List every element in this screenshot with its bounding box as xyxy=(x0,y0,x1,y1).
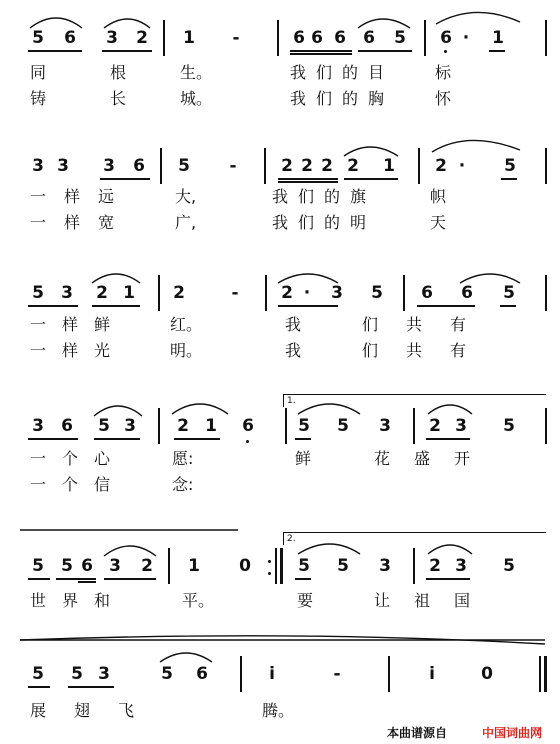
lyric-line: 一个心 xyxy=(30,449,127,468)
note: 2 xyxy=(141,556,153,576)
lyric-line: 念: xyxy=(172,475,194,494)
note: 3 xyxy=(379,556,391,576)
slur xyxy=(94,406,142,416)
slur xyxy=(428,405,472,414)
lyric-line: 愿: xyxy=(172,449,194,468)
note: 2 xyxy=(281,283,293,303)
note: 3 xyxy=(61,283,73,303)
note: 1 xyxy=(123,283,135,303)
note: 5 xyxy=(98,416,110,436)
note: 5 xyxy=(32,283,44,303)
lyric-line: 平。 xyxy=(182,591,215,610)
note: 6 xyxy=(293,28,305,48)
note: 6 xyxy=(363,28,375,48)
note: 5 xyxy=(32,28,44,48)
note: 3 xyxy=(109,556,121,576)
slur xyxy=(172,404,228,414)
note: 1 xyxy=(383,156,395,176)
lyric-line: 标 xyxy=(435,63,452,82)
slur xyxy=(278,274,338,283)
note: 2 xyxy=(177,416,189,436)
lyric-line: 我们的目 xyxy=(290,63,395,82)
note: 2 xyxy=(301,156,313,176)
lyric-line: 城。 xyxy=(180,89,213,108)
note: 1 xyxy=(492,28,504,48)
slur xyxy=(460,274,520,283)
lyric-line: 帜 xyxy=(430,187,447,206)
note: 6 xyxy=(334,28,346,48)
note: 5 xyxy=(337,556,349,576)
lyric-line: 们共有 xyxy=(362,315,495,334)
note: 2 xyxy=(429,556,441,576)
lyric-line: 让祖国 xyxy=(374,591,495,610)
slur xyxy=(432,140,520,152)
note: 6 xyxy=(133,156,145,176)
source-label: 本曲谱源自 xyxy=(387,726,448,740)
lyric-line: 广, xyxy=(175,213,197,232)
note: 2 xyxy=(173,283,185,303)
note: 3 xyxy=(98,664,110,684)
lyric-line: 铸 xyxy=(30,89,47,108)
lyric-line: 展翅飞 xyxy=(30,701,163,720)
note: 6 xyxy=(311,28,323,48)
note: 6 xyxy=(242,416,254,436)
note: 1 xyxy=(188,556,200,576)
lyric-line: 天 xyxy=(430,213,447,232)
note: 6 xyxy=(461,283,473,303)
note: · xyxy=(462,28,470,48)
note: 5 xyxy=(394,28,406,48)
lyric-line: 我们的旗 xyxy=(272,187,377,206)
note: · xyxy=(303,283,311,303)
note: i xyxy=(269,664,275,684)
note: 3 xyxy=(379,416,391,436)
lyric-line: 我们的明 xyxy=(272,213,377,232)
note: 5 xyxy=(32,556,44,576)
note: 5 xyxy=(503,416,515,436)
note: 3 xyxy=(124,416,136,436)
note: 5 xyxy=(298,556,310,576)
note: 3 xyxy=(331,283,343,303)
note: · xyxy=(458,156,466,176)
note: 0 xyxy=(239,556,251,576)
note: 6 xyxy=(196,664,208,684)
slur xyxy=(104,19,150,28)
note: 2 xyxy=(96,283,108,303)
lyric-line: 一样鲜 xyxy=(30,315,127,334)
note: 5 xyxy=(178,156,190,176)
note: 6 xyxy=(440,28,452,48)
note: 6 xyxy=(81,556,93,576)
note: 2 xyxy=(435,156,447,176)
site-name[interactable]: 中国词曲网 xyxy=(482,726,543,740)
note: 3 xyxy=(455,416,467,436)
lyric-line: 明。 xyxy=(170,341,203,360)
lyric-line: 一样宽 xyxy=(30,213,133,232)
lyric-line: 根 xyxy=(110,63,127,82)
note: 5 xyxy=(504,156,516,176)
lyric-line: 一个信 xyxy=(30,475,127,494)
note: 5 xyxy=(371,283,383,303)
lyric-line: 鲜 xyxy=(295,449,312,468)
lyric-line: 红。 xyxy=(170,315,203,334)
note: 2 xyxy=(347,156,359,176)
note: 2 xyxy=(321,156,333,176)
note: 3 xyxy=(455,556,467,576)
note: 3 xyxy=(32,156,44,176)
lyric-line: 我 xyxy=(285,341,302,360)
note: i xyxy=(429,664,435,684)
slur xyxy=(160,653,212,662)
note: 6 xyxy=(421,283,433,303)
note: 6 xyxy=(61,416,73,436)
note: - xyxy=(333,664,341,684)
note: 3 xyxy=(103,156,115,176)
lyric-line: 怀 xyxy=(435,89,452,108)
note: 5 xyxy=(503,556,515,576)
note: 0 xyxy=(481,664,493,684)
slur xyxy=(358,19,410,28)
slur xyxy=(436,12,520,24)
note: - xyxy=(229,156,237,176)
lyric-line: 大, xyxy=(175,187,197,206)
note: 5 xyxy=(298,416,310,436)
note: 2 xyxy=(281,156,293,176)
lyric-line: 我们的胸 xyxy=(290,89,395,108)
slur xyxy=(104,546,156,556)
note: 3 xyxy=(106,28,118,48)
note: 5 xyxy=(61,556,73,576)
lyric-line: 一样远 xyxy=(30,187,133,206)
note: 5 xyxy=(71,664,83,684)
note: 5 xyxy=(161,664,173,684)
lyric-line: 同 xyxy=(30,63,85,82)
slur xyxy=(428,545,472,554)
lyric-line: 腾。 xyxy=(262,701,295,720)
note: - xyxy=(231,283,239,303)
volta-number: 2. xyxy=(287,534,296,544)
lyric-line: 长 xyxy=(110,89,127,108)
slur xyxy=(344,147,398,156)
note: 1 xyxy=(205,416,217,436)
lyric-line: 要 xyxy=(297,591,314,610)
lyric-line: 世界和 xyxy=(30,591,127,610)
note: 3 xyxy=(57,156,69,176)
slur xyxy=(30,18,82,28)
note: 2 xyxy=(136,28,148,48)
slur xyxy=(92,274,140,283)
note: - xyxy=(232,28,240,48)
note: 5 xyxy=(337,416,349,436)
lyric-line: 一样光 xyxy=(30,341,127,360)
note: 3 xyxy=(32,416,44,436)
note: 6 xyxy=(64,28,76,48)
note: 2 xyxy=(429,416,441,436)
lyric-line: 们共有 xyxy=(362,341,495,360)
slur xyxy=(298,544,360,554)
note: 5 xyxy=(503,283,515,303)
note: 1 xyxy=(183,28,195,48)
volta-number: 1. xyxy=(287,396,296,406)
lyric-line: 花盛开 xyxy=(374,449,495,468)
lyric-line: 我 xyxy=(285,315,302,334)
note: 5 xyxy=(32,664,44,684)
slur xyxy=(298,404,360,414)
lyric-line: 生。 xyxy=(180,63,213,82)
